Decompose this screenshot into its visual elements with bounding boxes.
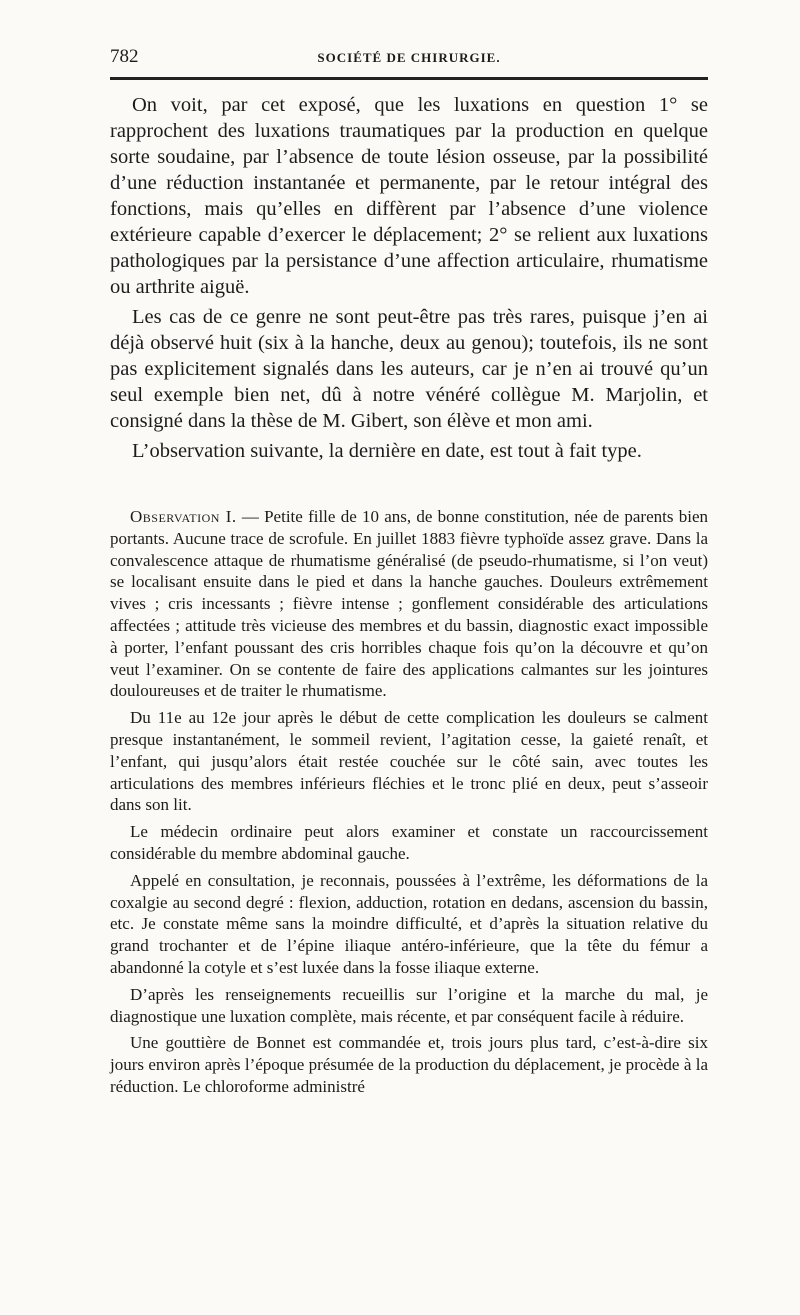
- observation-paragraph: Le médecin ordinaire peut alors examiner et constate un raccourcissement considérable du membre abdominal gauche.: [110, 822, 708, 863]
- intro-text: [110, 92, 708, 468]
- intro-paragraph: Les cas de ce genre ne sont peut-être pas très rares, puisque j’en ai déjà observé huit (six à la hanche, deux au genou); toutefois, ils ne sont pas explicitement signalés dans les auteurs, car je n’en ai trouvé qu’un seul exemple bien net, dû à notre vénéré collègue M. Marjolin, et consigné dans la thèse de M. Gibert, son élève et mon ami.: [110, 306, 708, 432]
- intro-paragraph: On voit, par cet exposé, que les luxations en question 1° se rapprochent des luxations traumatiques par la production en quelque sorte soudaine, par l’absence de toute lésion osseuse, par la possibilité d’une réduction instantanée et permanente, par le retour intégral des fonctions, mais qu’elles en diffèrent par l’absence d’une violence extérieure capable d’exercer le déplacement; 2° se relient aux luxations pathologiques par la persistance d’une affection articulaire, rhumatisme ou arthrite aiguë.: [110, 94, 708, 298]
- observation-first-text: — Petite fille de 10 ans, de bonne constitution, née de parents bien portants. Aucune trace de scrofule. En juillet 1883 fièvre typhoïde assez grave. Dans la convalescence attaque de rhumatisme généralisé (de pseudo-rhumatisme, si l’on veut) se localisant ensuite dans le pied et dans la hanche gauches. Douleurs extrêmement vives ; cris incessants ; fièvre intense ; gonflement considérable des articulations affectées ; attitude très vicieuse des membres et du bassin, diagnostic exact impossible à porter, l’enfant poussant des cris horribles chaque fois qu’on la découvre et qu’on veut l’examiner. On se contente de faire des applications calmantes sur les jointures douloureuses et de traiter le rhumatisme.: [110, 507, 708, 701]
- observation-label: Observation I.: [130, 507, 237, 526]
- intro-paragraph: L’observation suivante, la dernière en date, est tout à fait type.: [132, 440, 642, 462]
- observation-paragraph: D’après les renseignements recueillis sur l’origine et la marche du mal, je diagnostique une luxation complète, mais récente, et par conséquent facile à réduire.: [110, 984, 708, 1026]
- observation-text: [110, 506, 708, 1103]
- observation-paragraph: Une gouttière de Bonnet est commandée et, trois jours plus tard, c’est-à-dire six jours environ après l’époque présumée de la production du déplacement, je procède à la réduction. Le chloroforme administré: [110, 1033, 708, 1096]
- observation-paragraph: Appelé en consultation, je reconnais, poussées à l’extrême, les déformations de la coxalgie au second degré : flexion, adduction, rotation en dedans, ascension du bassin, etc. Je constate même sans la moindre difficulté, et d’après la situation relative du grand trochanter et de l’épine iliaque antéro-inférieure, que la tête du fémur a abandonné la cotyle et s’est luxée dans la fosse iliaque externe.: [110, 870, 708, 977]
- running-title: SOCIÉTÉ DE CHIRURGIE.: [317, 50, 501, 65]
- page-number: 782: [110, 46, 139, 67]
- header-rule: [110, 77, 708, 80]
- observation-paragraph: [110, 506, 708, 702]
- observation-paragraph: Du 11e au 12e jour après le début de cette complication les douleurs se calment presque instantanément, le sommeil revient, l’agitation cesse, la gaieté renaît, et l’enfant, qui jusqu’alors était restée couchée sur le côté sain, avec toutes les articulations des membres inférieurs fléchies et le tronc plié en deux, peut s’asseoir dans son lit.: [110, 708, 708, 815]
- page-header: [110, 46, 708, 74]
